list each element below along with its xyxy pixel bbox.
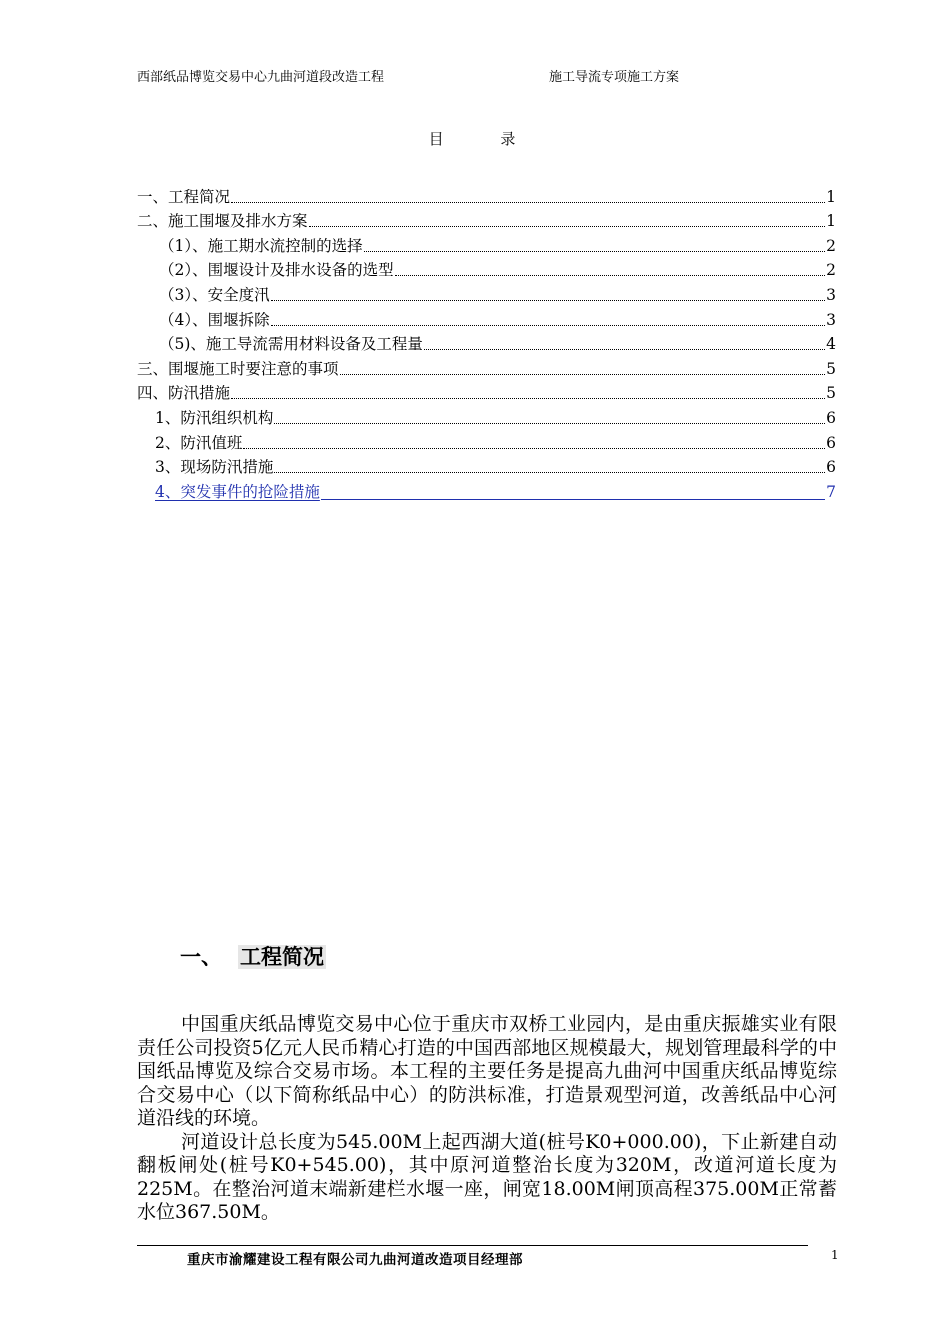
toc-entry[interactable]: [137, 184, 836, 209]
toc-entry[interactable]: [137, 282, 836, 307]
toc-entry-page: 2: [826, 236, 836, 255]
toc-entry-page: 5: [826, 384, 836, 403]
toc-leader-dots: [364, 250, 826, 252]
toc-entry[interactable]: [137, 332, 836, 357]
toc-leader-dots: [231, 397, 825, 399]
toc-leader-dots: [424, 348, 825, 350]
toc-entry[interactable]: [137, 258, 836, 283]
header-document-title: 施工导流专项施工方案: [549, 70, 680, 85]
header-project-title: 西部纸品博览交易中心九曲河道段改造工程: [137, 70, 385, 85]
footer-divider: [137, 1245, 808, 1246]
toc-leader-dots: [309, 225, 826, 227]
toc-entry[interactable]: [137, 307, 836, 332]
toc-entry[interactable]: [137, 430, 836, 455]
toc-entry[interactable]: [137, 356, 836, 381]
toc-entry-page: 3: [826, 310, 836, 329]
toc-leader-dots: [271, 299, 826, 301]
toc-entry[interactable]: [137, 381, 836, 406]
toc-entry[interactable]: [137, 479, 836, 504]
toc-entry-page: 1: [826, 212, 836, 231]
toc-entry-label: 2、防汛值班: [155, 433, 243, 452]
toc-leader-dots: [243, 447, 825, 449]
toc-entry-label: （4）、围堰拆除: [159, 310, 270, 329]
table-of-contents: [137, 184, 836, 504]
toc-entry-label: 4、突发事件的抢险措施: [155, 482, 320, 501]
toc-leader-dots: [271, 324, 826, 326]
toc-entry-page: 6: [826, 458, 836, 477]
toc-leader-dots: [274, 471, 825, 473]
toc-entry-label: 三、围堰施工时要注意的事项: [137, 359, 339, 378]
toc-entry-page: 3: [826, 285, 836, 304]
toc-entry-label: 一、工程简况: [137, 187, 231, 206]
toc-entry-page: 2: [826, 261, 836, 280]
toc-entry-label: 四、防汛措施: [137, 384, 231, 403]
toc-leader-dots: [231, 201, 825, 203]
section-heading: [180, 941, 326, 971]
toc-entry-page: 4: [826, 335, 836, 354]
toc-title: 目 录: [428, 130, 542, 148]
toc-entry-label: 1、防汛组织机构: [155, 408, 274, 427]
toc-entry-page: 1: [826, 187, 836, 206]
toc-leader-dots: [340, 373, 826, 375]
toc-entry-label: （5)、施工导流需用材料设备及工程量: [159, 335, 423, 354]
toc-entry-label: 二、施工围堰及排水方案: [137, 212, 308, 231]
toc-leader-dots: [321, 498, 825, 500]
toc-leader-dots: [395, 274, 826, 276]
toc-entry-label: （3）、安全度汛: [159, 285, 270, 304]
toc-entry-page: 6: [826, 433, 836, 452]
toc-entry-label: （2）、围堰设计及排水设备的选型: [159, 261, 394, 280]
section-title: 工程简况: [240, 945, 324, 969]
paragraph: 中国重庆纸品博览交易中心位于重庆市双桥工业园内，是由重庆振雄实业有限责任公司投资5亿元人民币精心打造的中国西部地区规模最大，规划管理最科学的中国纸品博览及综合交易市场。本工程的主要任务是提高九曲河中国重庆纸品博览综合交易中心（以下简称纸品中心）的防洪标准，打造景观型河道，改善纸品中心河道沿线的环境。: [137, 1013, 837, 1129]
toc-entry-page: 7: [826, 482, 836, 501]
toc-entry-label: 3、现场防汛措施: [155, 458, 274, 477]
toc-entry-label: （1）、施工期水流控制的选择: [159, 236, 363, 255]
toc-entry-page: 5: [826, 359, 836, 378]
toc-entry[interactable]: [137, 209, 836, 234]
section-number: 一、: [180, 945, 222, 969]
paragraph: 河道设计总长度为545.00M上起西湖大道(桩号K0+000.00)，下止新建自动翻板闸处(桩号K0+545.00)，其中原河道整治长度为320M，改道河道长度为225M。在整治河道末端新建栏水堰一座，闸宽18.00M闸顶高程375.00M正常蓄水位367.50M。: [137, 1130, 837, 1223]
toc-entry[interactable]: [137, 233, 836, 258]
toc-entry[interactable]: [137, 455, 836, 480]
toc-leader-dots: [274, 422, 825, 424]
toc-entry[interactable]: [137, 405, 836, 430]
toc-entry-page: 6: [826, 408, 836, 427]
footer-company: 重庆市渝耀建设工程有限公司九曲河道改造项目经理部: [187, 1252, 523, 1268]
body-text: [137, 1013, 837, 1225]
footer-page-number: 1: [831, 1248, 839, 1262]
